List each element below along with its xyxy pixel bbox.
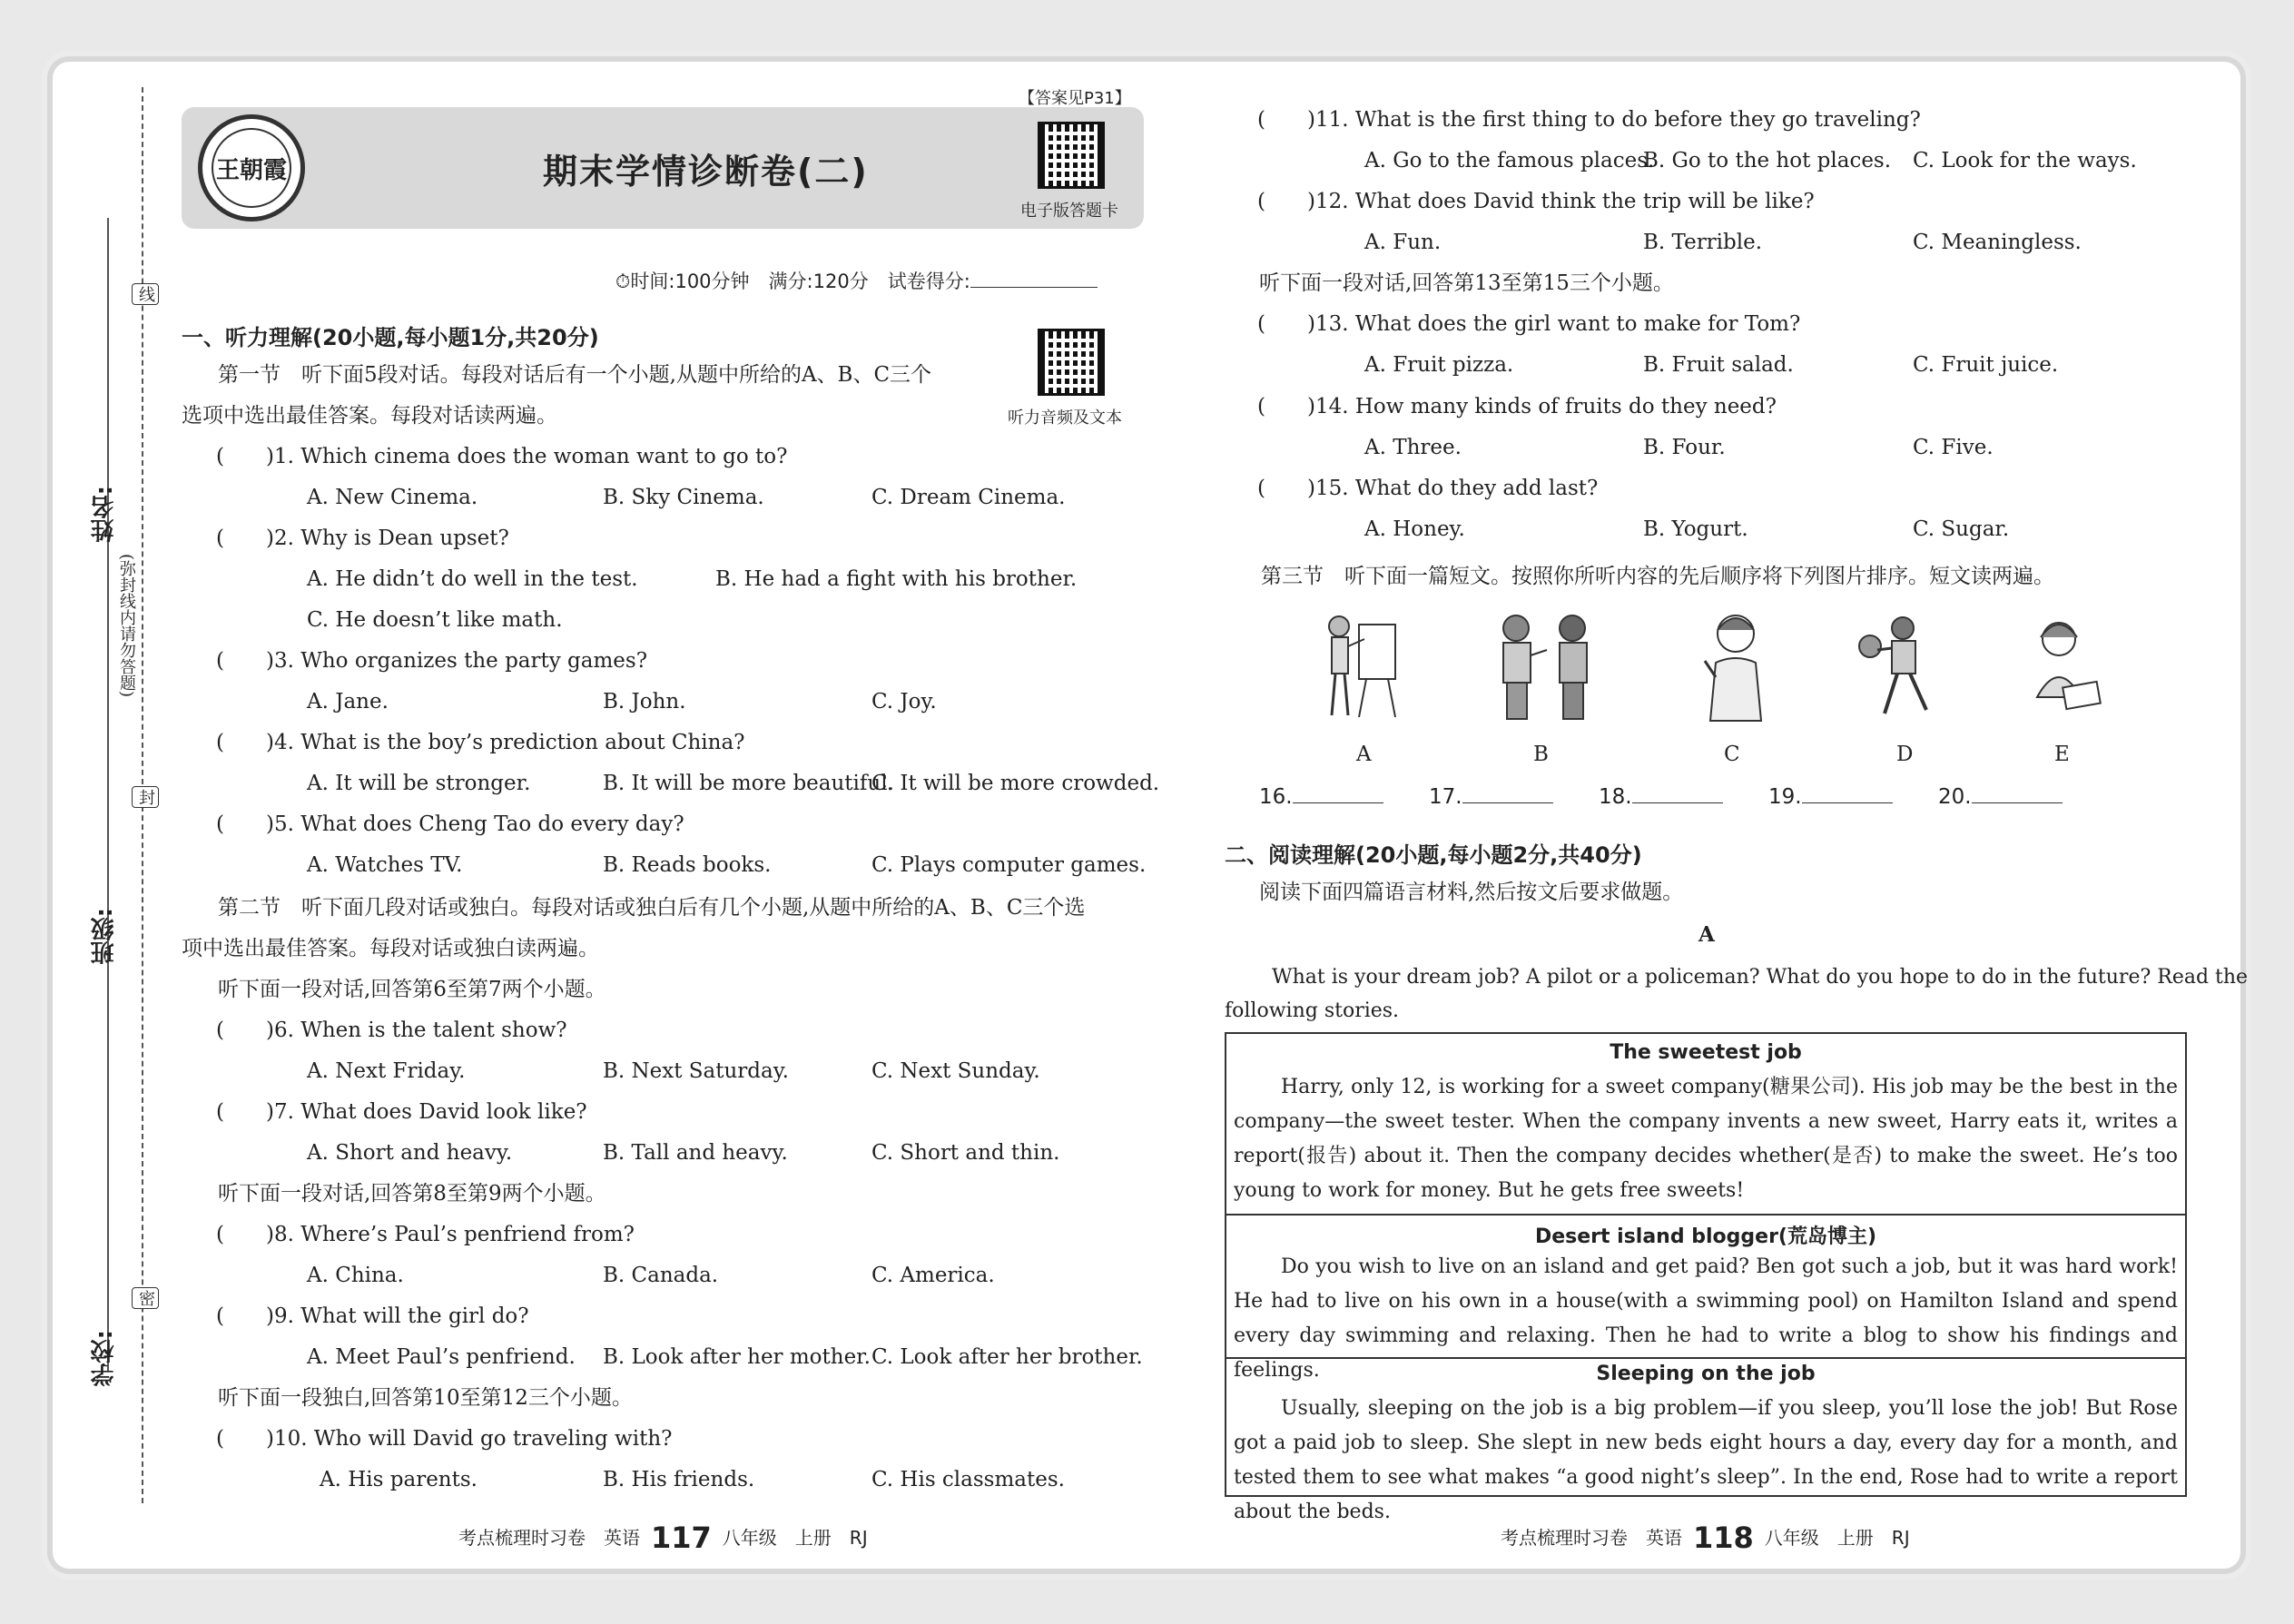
q1-option-c[interactable]: C. Dream Cinema. [871,486,1066,509]
q7-option-a[interactable]: A. Short and heavy. [307,1141,513,1165]
figure-e-writing-girl [2013,606,2113,723]
figure-letter-a: A [1356,743,1372,766]
q11-option-b[interactable]: B. Go to the hot places. [1643,149,1892,172]
question-1: ( )1. Which cinema does the woman want to go to? [216,445,788,468]
q12-option-b[interactable]: B. Terrible. [1643,231,1763,254]
answer-label-17: 17. [1429,785,1462,809]
exam-meta [615,268,1098,295]
q2-option-c[interactable]: C. He doesn’t like math. [307,608,563,632]
part-1-intro-a: 第一节 听下面5段对话。每段对话后有一个小题,从题中所给的A、B、C三个 [218,363,932,387]
q5-option-b[interactable]: B. Reads books. [603,853,772,877]
q3-option-b[interactable]: B. John. [603,690,686,714]
section-2-heading: 二、阅读理解(20小题,每小题2分,共40分) [1225,842,1642,868]
answer-label-16: 16. [1259,785,1293,809]
exam-meta-text: ⏱时间:100分钟 满分:120分 试卷得分: [615,271,970,292]
q2-option-b[interactable]: B. He had a fight with his brother. [715,567,1078,591]
seal-secret: 密 [132,1287,159,1309]
score-blank[interactable] [970,287,1098,288]
part-1-intro-b: 选项中选出最佳答案。每段对话读两遍。 [182,404,557,428]
q14-option-c[interactable]: C. Five. [1913,436,1994,459]
question-10: ( )10. Who will David go traveling with? [216,1427,673,1451]
q9-option-b[interactable]: B. Look after her mother. [603,1345,871,1369]
q12-option-c[interactable]: C. Meaningless. [1913,231,2082,254]
figure-c-doctor [1685,606,1785,723]
question-13: ( )13. What does the girl want to make for Tom? [1257,312,1801,336]
figure-letter-b: B [1533,743,1549,766]
passage-label: A [1698,922,1715,947]
q10-option-c[interactable]: C. His classmates. [871,1468,1065,1491]
footer-right-book: 考点梳理时习卷 英语 [1501,1527,1682,1549]
q10-option-a[interactable]: A. His parents. [320,1468,478,1491]
q6-option-c[interactable]: C. Next Sunday. [871,1059,1040,1083]
q11-option-a[interactable]: A. Go to the famous places. [1364,149,1655,172]
instruction-8-9: 听下面一段对话,回答第8至第9两个小题。 [218,1182,606,1206]
story-2-title: Desert island blogger(荒岛博主) [1534,1225,1877,1248]
q3-option-c[interactable]: C. Joy. [871,690,937,714]
q7-option-c[interactable]: C. Short and thin. [871,1141,1060,1165]
story-divider-2 [1226,1357,2185,1359]
school-label: 学校: [91,1330,118,1387]
question-7: ( )7. What does David look like? [216,1100,587,1124]
answer-reference: 【答案见P31】 [1019,89,1131,108]
q15-option-b[interactable]: B. Yogurt. [1643,517,1748,541]
audio-qr-icon[interactable] [1038,329,1105,396]
answer-label-20: 20. [1938,785,1972,809]
binding-line-inner [107,218,109,1371]
answer-line-20[interactable] [1972,802,2063,803]
figure-letter-e: E [2054,743,2070,766]
question-2: ( )2. Why is Dean upset? [216,527,509,550]
answer-line-19[interactable] [1802,802,1893,803]
story-1-text: Harry, only 12, is working for a sweet company(糖果公司). His job may be the best in the company—the sweet tester. When the company invents a new sweet, Harry eats it, writes a report(报告) about it. Then the company decides whether(是否) to make the sweet. He’s too young to work for money. But he gets free sweets! [1234,1076,2178,1202]
question-12: ( )12. What does David think the trip will be like? [1257,190,1815,213]
question-11: ( )11. What is the first thing to do before they go traveling? [1257,108,1921,132]
q8-option-b[interactable]: B. Canada. [603,1264,719,1287]
q6-option-a[interactable]: A. Next Friday. [307,1059,466,1083]
instruction-13-15: 听下面一段对话,回答第13至第15三个小题。 [1259,271,1674,295]
answer-line-16[interactable] [1293,802,1383,803]
figure-d-basketball-boy [1852,606,1952,723]
question-6: ( )6. When is the talent show? [216,1019,567,1042]
q5-option-a[interactable]: A. Watches TV. [307,853,463,877]
story-divider-1 [1226,1214,2185,1216]
q11-option-c[interactable]: C. Look for the ways. [1913,149,2137,172]
part-2-intro-b: 项中选出最佳答案。每段对话或独白读两遍。 [182,937,599,960]
q5-option-c[interactable]: C. Plays computer games. [871,853,1147,877]
answer-label-19: 19. [1768,785,1802,809]
q1-option-a[interactable]: A. New Cinema. [307,486,478,509]
figure-letter-c: C [1724,743,1740,766]
stories-table [1225,1032,2187,1523]
q14-option-b[interactable]: B. Four. [1643,436,1726,459]
q12-option-a[interactable]: A. Fun. [1364,231,1442,254]
answer-blank-19[interactable] [1768,783,1893,811]
q15-option-c[interactable]: C. Sugar. [1913,517,2010,541]
name-label: 姓名: [91,486,118,543]
qr-caption-answer-card: 电子版答题卡 [1020,202,1118,221]
question-14: ( )14. How many kinds of fruits do they need? [1257,395,1777,418]
answer-blank-16[interactable] [1259,783,1383,811]
section-2-intro: 阅读下面四篇语言材料,然后按文后要求做题。 [1259,881,1684,904]
q13-option-b[interactable]: B. Fruit salad. [1643,353,1794,377]
part-3-intro: 第三节 听下面一篇短文。按照你所听内容的先后顺序将下列图片排序。短文读两遍。 [1261,565,2054,588]
q4-option-b[interactable]: B. It will be more beautiful. [603,772,894,795]
footer-left [458,1521,868,1555]
answer-card-qr-icon[interactable] [1038,122,1105,189]
answer-blank-20[interactable] [1938,783,2063,811]
question-15: ( )15. What do they add last? [1257,477,1599,500]
q7-option-b[interactable]: B. Tall and heavy. [603,1141,788,1165]
part-2-intro-a: 第二节 听下面几段对话或独白。每段对话或独白后有几个小题,从题中所给的A、B、C三个选 [218,896,1086,920]
question-5: ( )5. What does Cheng Tao do every day? [216,812,684,836]
q9-option-a[interactable]: A. Meet Paul’s penfriend. [307,1345,576,1369]
passage-intro-a: What is your dream job? A pilot or a policeman? What do you hope to do in the future? Read the [1272,966,2249,989]
seal-line: 线 [132,283,159,305]
story-1-title: The sweetest job [1610,1041,1802,1064]
answer-line-17[interactable] [1462,802,1553,803]
q2-option-a[interactable]: A. He didn’t do well in the test. [307,567,638,591]
answer-blank-17[interactable] [1429,783,1553,811]
answer-blank-18[interactable] [1599,783,1723,811]
question-9: ( )9. What will the girl do? [216,1304,529,1328]
footer-right-grade: 八年级 上册 RJ [1764,1527,1910,1549]
q14-option-a[interactable]: A. Three. [1364,436,1462,459]
q15-option-a[interactable]: A. Honey. [1364,517,1465,541]
figure-letter-d: D [1896,743,1914,766]
qr-caption-audio: 听力音频及文本 [1008,408,1122,428]
margin-note: (弥封线内请勿答题) [117,554,136,698]
question-4: ( )4. What is the boy’s prediction about China? [216,731,745,754]
answer-label-18: 18. [1599,785,1632,809]
q6-option-b[interactable]: B. Next Saturday. [603,1059,789,1083]
title-banner [182,107,1144,229]
story-3-title: Sleeping on the job [1596,1363,1816,1385]
story-3-text: Usually, sleeping on the job is a big problem—if you sleep, you’ll lose the job! But Rose got a paid job to sleep. She slept in new beds eight hours a day, every day for a month, and tested them to see what makes “a good night’s sleep”. In the end, Rose had to write a report about the beds. [1234,1397,2178,1523]
instruction-10-12: 听下面一段独白,回答第10至第12三个小题。 [218,1386,633,1410]
q13-option-a[interactable]: A. Fruit pizza. [1364,353,1514,377]
figure-b-talking-people [1487,606,1605,723]
q4-option-a[interactable]: A. It will be stronger. [307,772,531,795]
passage-intro-b: following stories. [1225,999,1400,1022]
q4-option-c[interactable]: C. It will be more crowded. [871,772,1160,795]
q10-option-b[interactable]: B. His friends. [603,1468,755,1491]
q1-option-b[interactable]: B. Sky Cinema. [603,486,764,509]
seal-seal: 封 [132,786,159,808]
q3-option-a[interactable]: A. Jane. [307,690,389,714]
instruction-6-7: 听下面一段对话,回答第6至第7两个小题。 [218,978,606,1001]
page-number-left: 117 [651,1521,712,1555]
answer-line-18[interactable] [1632,802,1723,803]
q8-option-c[interactable]: C. America. [871,1264,995,1287]
footer-left-book: 考点梳理时习卷 英语 [458,1527,640,1549]
page-title: 期末学情诊断卷(二) [543,152,869,192]
page-number-right: 118 [1693,1521,1754,1555]
story-2-text: Do you wish to live on an island and get paid? Ben got such a job, but it was hard work! He had to live on his own in a house(with a swimming pool) on Hamilton Island and spend every day swimming and relaxing. Then he had to write a blog to show his findings and feelings. [1234,1255,2178,1382]
figure-a-painting-boy [1312,606,1412,723]
class-label: 班级: [91,908,118,965]
question-3: ( )3. Who organizes the party games? [216,649,648,673]
footer-left-grade: 八年级 上册 RJ [722,1527,868,1549]
q8-option-a[interactable]: A. China. [307,1264,404,1287]
q13-option-c[interactable]: C. Fruit juice. [1913,353,2059,377]
footer-right [1501,1521,1910,1555]
logo-text: 王朝霞 [212,128,291,208]
publisher-logo [198,114,305,221]
section-1-heading: 一、听力理解(20小题,每小题1分,共20分) [182,325,599,350]
q9-option-c[interactable]: C. Look after her brother. [871,1345,1143,1369]
question-8: ( )8. Where’s Paul’s penfriend from? [216,1223,635,1246]
